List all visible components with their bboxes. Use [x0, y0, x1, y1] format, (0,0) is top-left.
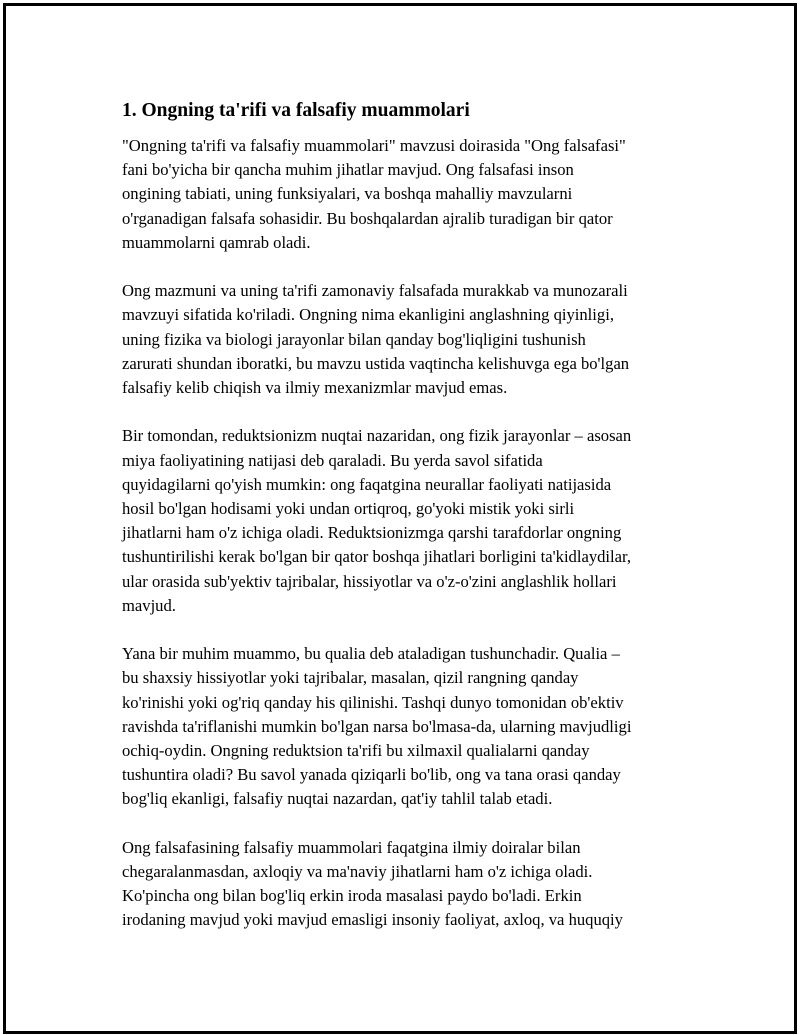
text-line: chegaralanmasdan, axloqiy va ma'naviy jihatlarni ham o'z ichiga oladi. — [122, 862, 593, 882]
paragraph-2 — [122, 279, 702, 400]
page-frame — [3, 3, 797, 1034]
text-line: ular orasida sub'yektiv tajribalar, hissiyotlar va o'z-o'zini anglashlik hollari — [122, 571, 617, 591]
text-line: ravishda ta'riflanishi mumkin bo'lgan narsa bo'lmasa-da, ularning mavjudligi — [122, 716, 632, 736]
text-line: fani bo'yicha bir qancha muhim jihatlar mavjud. Ong falsafasi inson — [122, 160, 574, 180]
text-line: jihatlarni ham o'z ichiga oladi. Reduktsionizmga qarshi tarafdorlar ongning — [122, 523, 622, 543]
text-line: mavzuyi sifatida ko'riladi. Ongning nima ekanligini anglashning qiyinligi, — [122, 305, 614, 325]
text-line: ko'rinishi yoki og'riq qanday his qilinishi. Tashqi dunyo tomonidan ob'ektiv — [122, 692, 624, 712]
text-line: tushuntirilishi kerak bo'lgan bir qator boshqa jihatlari borligini ta'kidlaydilar, — [122, 547, 632, 567]
text-line: ongining tabiati, uning funksiyalari, va boshqa mahalliy mavzularni — [122, 184, 573, 204]
paragraph-4 — [122, 642, 702, 811]
text-line: Yana bir muhim muammo, bu qualia deb ataladigan tushunchadir. Qualia – — [122, 644, 620, 664]
paragraph-1 — [122, 134, 702, 255]
text-line: zarurati shundan iboratki, bu mavzu ustida vaqtincha kelishuvga ega bo'lgan — [122, 353, 630, 373]
paragraph-5 — [122, 836, 702, 933]
text-line: o'rganadigan falsafa sohasidir. Bu boshqalardan ajralib turadigan bir qator — [122, 208, 613, 228]
text-line: "Ongning ta'rifi va falsafiy muammolari" mavzusi doirasida "Ong falsafasi" — [122, 136, 626, 155]
text-line: muammolarni qamrab oladi. — [122, 232, 311, 252]
text-line: mavjud. — [122, 595, 176, 615]
section-heading: 1. Ongning ta'rifi va falsafiy muammolari — [122, 100, 470, 121]
text-line: irodaning mavjud yoki mavjud emasligi insoniy faoliyat, axloq, va huquqiy — [122, 910, 623, 930]
text-line: bu shaxsiy hissiyotlar yoki tajribalar, masalan, qizil rangning qanday — [122, 668, 579, 688]
text-line: Ong mazmuni va uning ta'rifi zamonaviy falsafada murakkab va munozarali — [122, 281, 628, 301]
document-body — [122, 98, 702, 957]
text-line: miya faoliyatining natijasi deb qaraladi. Bu yerda savol sifatida — [122, 450, 543, 470]
text-line: uning fizika va biologi jarayonlar bilan qanday bog'liqligini tushunish — [122, 329, 586, 349]
text-line: falsafiy kelib chiqish va ilmiy mexanizmlar mavjud emas. — [122, 378, 508, 398]
text-line: tushuntira oladi? Bu savol yanada qiziqarli bo'lib, ong va tana orasi qanday — [122, 765, 621, 785]
text-line: ochiq-oydin. Ongning reduktsion ta'rifi bu xilmaxil qualialarni qanday — [122, 741, 590, 761]
text-line: quyidagilarni qo'yish mumkin: ong faqatgina neurallar faoliyati natijasida — [122, 474, 612, 494]
text-line: bog'liq ekanligi, falsafiy nuqtai nazardan, qat'iy tahlil talab etadi. — [122, 789, 553, 809]
paragraph-3 — [122, 424, 702, 618]
text-line: Ko'pincha ong bilan bog'liq erkin iroda masalasi paydo bo'ladi. Erkin — [122, 886, 582, 906]
text-line: Bir tomondan, reduktsionizm nuqtai nazaridan, ong fizik jarayonlar – asosan — [122, 426, 632, 446]
text-line: hosil bo'lgan hodisami yoki undan ortiqroq, go'yoki mistik yoki sirli — [122, 499, 575, 519]
text-line: Ong falsafasining falsafiy muammolari faqatgina ilmiy doiralar bilan — [122, 837, 581, 857]
